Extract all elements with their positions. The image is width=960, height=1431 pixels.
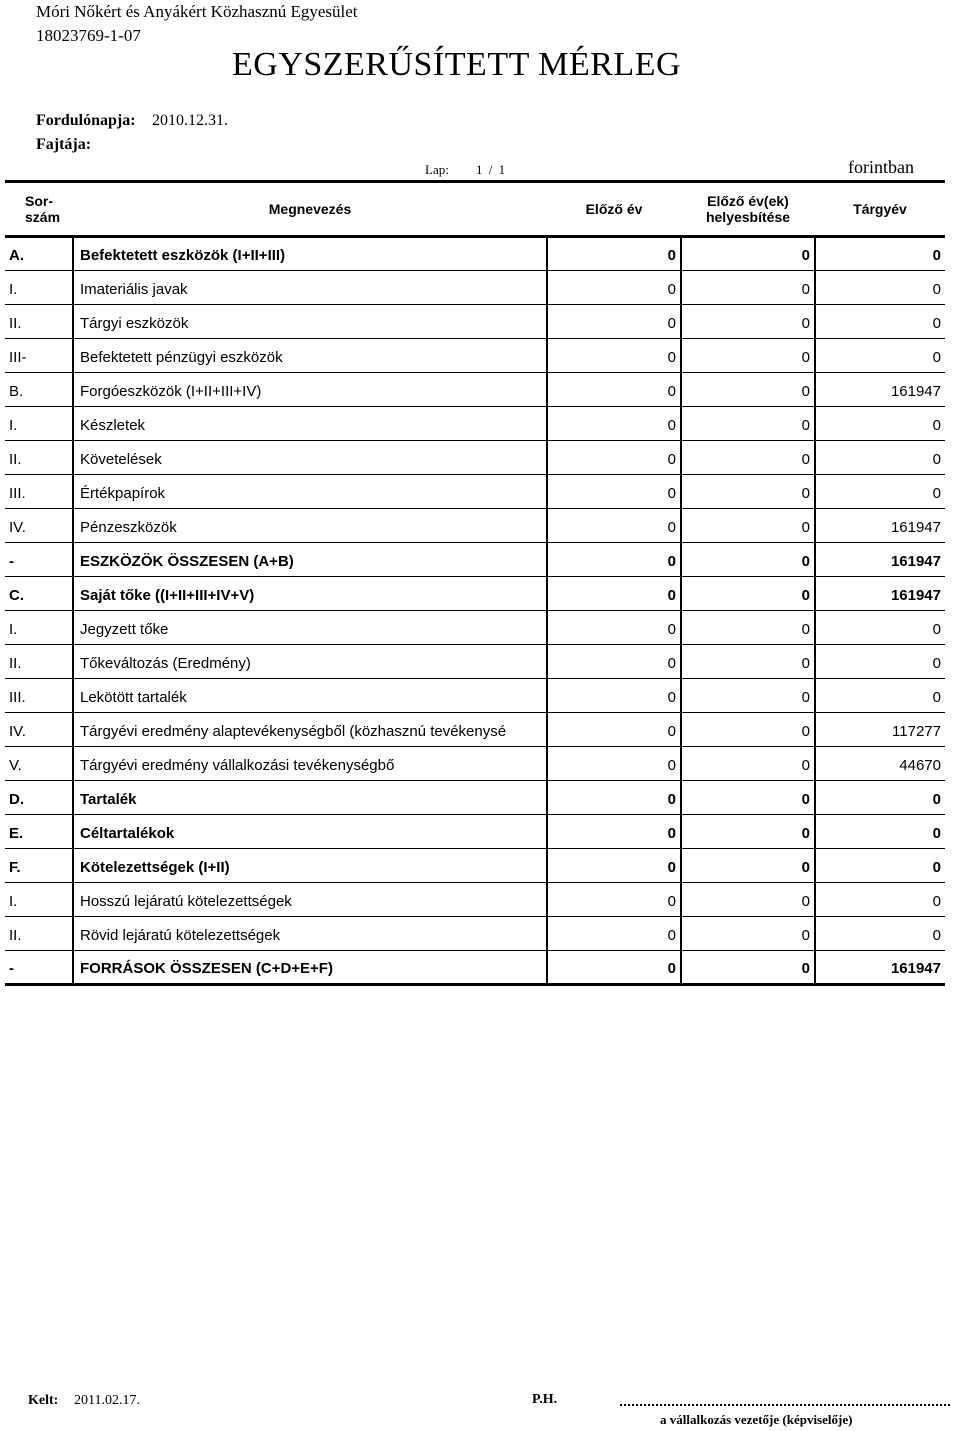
row-current-year: 0 — [815, 645, 945, 679]
table-row — [5, 407, 945, 441]
row-previous-year: 0 — [547, 509, 681, 543]
table-row — [5, 339, 945, 373]
row-previous-year: 0 — [547, 645, 681, 679]
row-code: B. — [5, 373, 73, 407]
kind-label: Fajtája: — [36, 136, 92, 153]
row-current-year: 0 — [815, 475, 945, 509]
table-row — [5, 441, 945, 475]
row-current-year: 44670 — [815, 747, 945, 781]
row-code: - — [5, 951, 73, 985]
row-previous-year: 0 — [547, 271, 681, 305]
row-name: Értékpapírok — [73, 475, 547, 509]
row-code: IV. — [5, 509, 73, 543]
row-code: E. — [5, 815, 73, 849]
row-current-year: 161947 — [815, 509, 945, 543]
row-previous-year: 0 — [547, 373, 681, 407]
row-name: Befektetett eszközök (I+II+III) — [73, 237, 547, 271]
row-previous-year: 0 — [547, 237, 681, 271]
row-previous-year: 0 — [547, 611, 681, 645]
table-row — [5, 475, 945, 509]
row-name: Pénzeszközök — [73, 509, 547, 543]
table-row — [5, 849, 945, 883]
row-previous-year: 0 — [547, 951, 681, 985]
signature-label: a vállalkozás vezetője (képviselője) — [660, 1412, 853, 1427]
row-current-year: 0 — [815, 679, 945, 713]
row-current-year: 161947 — [815, 951, 945, 985]
column-header-correction-line1: Előző év(ek) — [707, 193, 789, 209]
table-row — [5, 951, 945, 985]
row-current-year: 0 — [815, 407, 945, 441]
table-row — [5, 713, 945, 747]
row-previous-year: 0 — [547, 679, 681, 713]
row-name: ESZKÖZÖK ÖSSZESEN (A+B) — [73, 543, 547, 577]
table-row — [5, 883, 945, 917]
organization-name: Móri Nőkért és Anyákért Közhasznú Egyesület — [36, 2, 358, 21]
balance-date-label: Fordulónapja: — [36, 112, 136, 129]
row-correction: 0 — [681, 373, 815, 407]
table-row — [5, 917, 945, 951]
row-code: - — [5, 543, 73, 577]
row-previous-year: 0 — [547, 815, 681, 849]
row-name: Készletek — [73, 407, 547, 441]
page-number: 1 / 1 — [476, 162, 506, 177]
row-previous-year: 0 — [547, 713, 681, 747]
row-correction: 0 — [681, 305, 815, 339]
row-code: II. — [5, 441, 73, 475]
row-current-year: 117277 — [815, 713, 945, 747]
table-header-row — [5, 182, 945, 237]
row-correction: 0 — [681, 713, 815, 747]
row-correction: 0 — [681, 645, 815, 679]
organization-tax-id: 18023769-1-07 — [36, 26, 141, 45]
row-correction: 0 — [681, 883, 815, 917]
table-row — [5, 747, 945, 781]
column-header-previous-year: Előző év — [547, 182, 681, 237]
stamp-label: P.H. — [532, 1392, 558, 1407]
row-name: Tárgyévi eredmény alaptevékenységből (közhasznú tevékenysé — [73, 713, 547, 747]
row-correction: 0 — [681, 339, 815, 373]
row-name: Befektetett pénzügyi eszközök — [73, 339, 547, 373]
table-row — [5, 645, 945, 679]
row-current-year: 0 — [815, 815, 945, 849]
row-name: Rövid lejáratú kötelezettségek — [73, 917, 547, 951]
row-current-year: 161947 — [815, 373, 945, 407]
row-current-year: 161947 — [815, 577, 945, 611]
row-current-year: 0 — [815, 305, 945, 339]
row-name: Tárgyi eszközök — [73, 305, 547, 339]
row-name: Forgóeszközök (I+II+III+IV) — [73, 373, 547, 407]
row-previous-year: 0 — [547, 577, 681, 611]
column-header-code-line2: szám — [25, 209, 61, 225]
table-row — [5, 611, 945, 645]
footer-date-label: Kelt: — [28, 1393, 59, 1408]
footer-date-value: 2011.02.17. — [74, 1393, 140, 1408]
table-row — [5, 577, 945, 611]
row-code: III- — [5, 339, 73, 373]
row-current-year: 0 — [815, 271, 945, 305]
row-name: FORRÁSOK ÖSSZESEN (C+D+E+F) — [73, 951, 547, 985]
row-correction: 0 — [681, 611, 815, 645]
column-header-code-line1: Sor- — [25, 193, 53, 209]
table-row — [5, 815, 945, 849]
row-previous-year: 0 — [547, 475, 681, 509]
row-correction: 0 — [681, 475, 815, 509]
row-name: Jegyzett tőke — [73, 611, 547, 645]
row-correction: 0 — [681, 781, 815, 815]
row-name: Kötelezettségek (I+II) — [73, 849, 547, 883]
row-correction: 0 — [681, 849, 815, 883]
row-previous-year: 0 — [547, 305, 681, 339]
row-code: I. — [5, 883, 73, 917]
column-header-code — [5, 182, 73, 237]
table-row — [5, 543, 945, 577]
row-code: I. — [5, 271, 73, 305]
row-name: Tartalék — [73, 781, 547, 815]
row-current-year: 0 — [815, 917, 945, 951]
row-correction: 0 — [681, 917, 815, 951]
column-header-correction-line2: helyesbítése — [705, 209, 791, 225]
row-previous-year: 0 — [547, 917, 681, 951]
signature-line — [620, 1404, 950, 1406]
row-code: II. — [5, 645, 73, 679]
row-code: I. — [5, 407, 73, 441]
row-previous-year: 0 — [547, 339, 681, 373]
row-code: III. — [5, 475, 73, 509]
row-correction: 0 — [681, 815, 815, 849]
row-current-year: 161947 — [815, 543, 945, 577]
row-code: C. — [5, 577, 73, 611]
column-header-current-year: Tárgyév — [815, 182, 945, 237]
row-correction: 0 — [681, 271, 815, 305]
balance-date-value: 2010.12.31. — [152, 112, 228, 129]
row-current-year: 0 — [815, 849, 945, 883]
currency-unit: forintban — [848, 157, 914, 177]
table-row — [5, 305, 945, 339]
document-title: EGYSZERŰSÍTETT MÉRLEG — [232, 46, 682, 83]
row-current-year: 0 — [815, 883, 945, 917]
balance-sheet-table — [5, 180, 945, 986]
table-row — [5, 509, 945, 543]
row-correction: 0 — [681, 509, 815, 543]
row-name: Hosszú lejáratú kötelezettségek — [73, 883, 547, 917]
row-current-year: 0 — [815, 441, 945, 475]
row-previous-year: 0 — [547, 441, 681, 475]
table-row — [5, 679, 945, 713]
row-code: F. — [5, 849, 73, 883]
row-correction: 0 — [681, 577, 815, 611]
page-label: Lap: — [425, 162, 449, 177]
table-row — [5, 781, 945, 815]
row-current-year: 0 — [815, 611, 945, 645]
row-correction: 0 — [681, 951, 815, 985]
row-code: A. — [5, 237, 73, 271]
table-row — [5, 373, 945, 407]
row-code: I. — [5, 611, 73, 645]
row-previous-year: 0 — [547, 781, 681, 815]
row-code: V. — [5, 747, 73, 781]
row-code: II. — [5, 305, 73, 339]
row-code: D. — [5, 781, 73, 815]
row-correction: 0 — [681, 237, 815, 271]
row-correction: 0 — [681, 407, 815, 441]
column-header-correction — [681, 182, 815, 237]
row-name: Követelések — [73, 441, 547, 475]
row-previous-year: 0 — [547, 747, 681, 781]
row-name: Tőkeváltozás (Eredmény) — [73, 645, 547, 679]
row-code: II. — [5, 917, 73, 951]
row-name: Tárgyévi eredmény vállalkozási tevékenységbő — [73, 747, 547, 781]
row-previous-year: 0 — [547, 849, 681, 883]
row-name: Lekötött tartalék — [73, 679, 547, 713]
row-correction: 0 — [681, 679, 815, 713]
row-previous-year: 0 — [547, 883, 681, 917]
row-correction: 0 — [681, 543, 815, 577]
row-name: Imateriális javak — [73, 271, 547, 305]
row-current-year: 0 — [815, 781, 945, 815]
column-header-name: Megnevezés — [73, 182, 547, 237]
row-correction: 0 — [681, 747, 815, 781]
row-code: IV. — [5, 713, 73, 747]
row-current-year: 0 — [815, 237, 945, 271]
row-name: Saját tőke ((I+II+III+IV+V) — [73, 577, 547, 611]
table-row — [5, 237, 945, 271]
row-previous-year: 0 — [547, 407, 681, 441]
row-previous-year: 0 — [547, 543, 681, 577]
row-name: Céltartalékok — [73, 815, 547, 849]
row-correction: 0 — [681, 441, 815, 475]
table-row — [5, 271, 945, 305]
row-code: III. — [5, 679, 73, 713]
row-current-year: 0 — [815, 339, 945, 373]
